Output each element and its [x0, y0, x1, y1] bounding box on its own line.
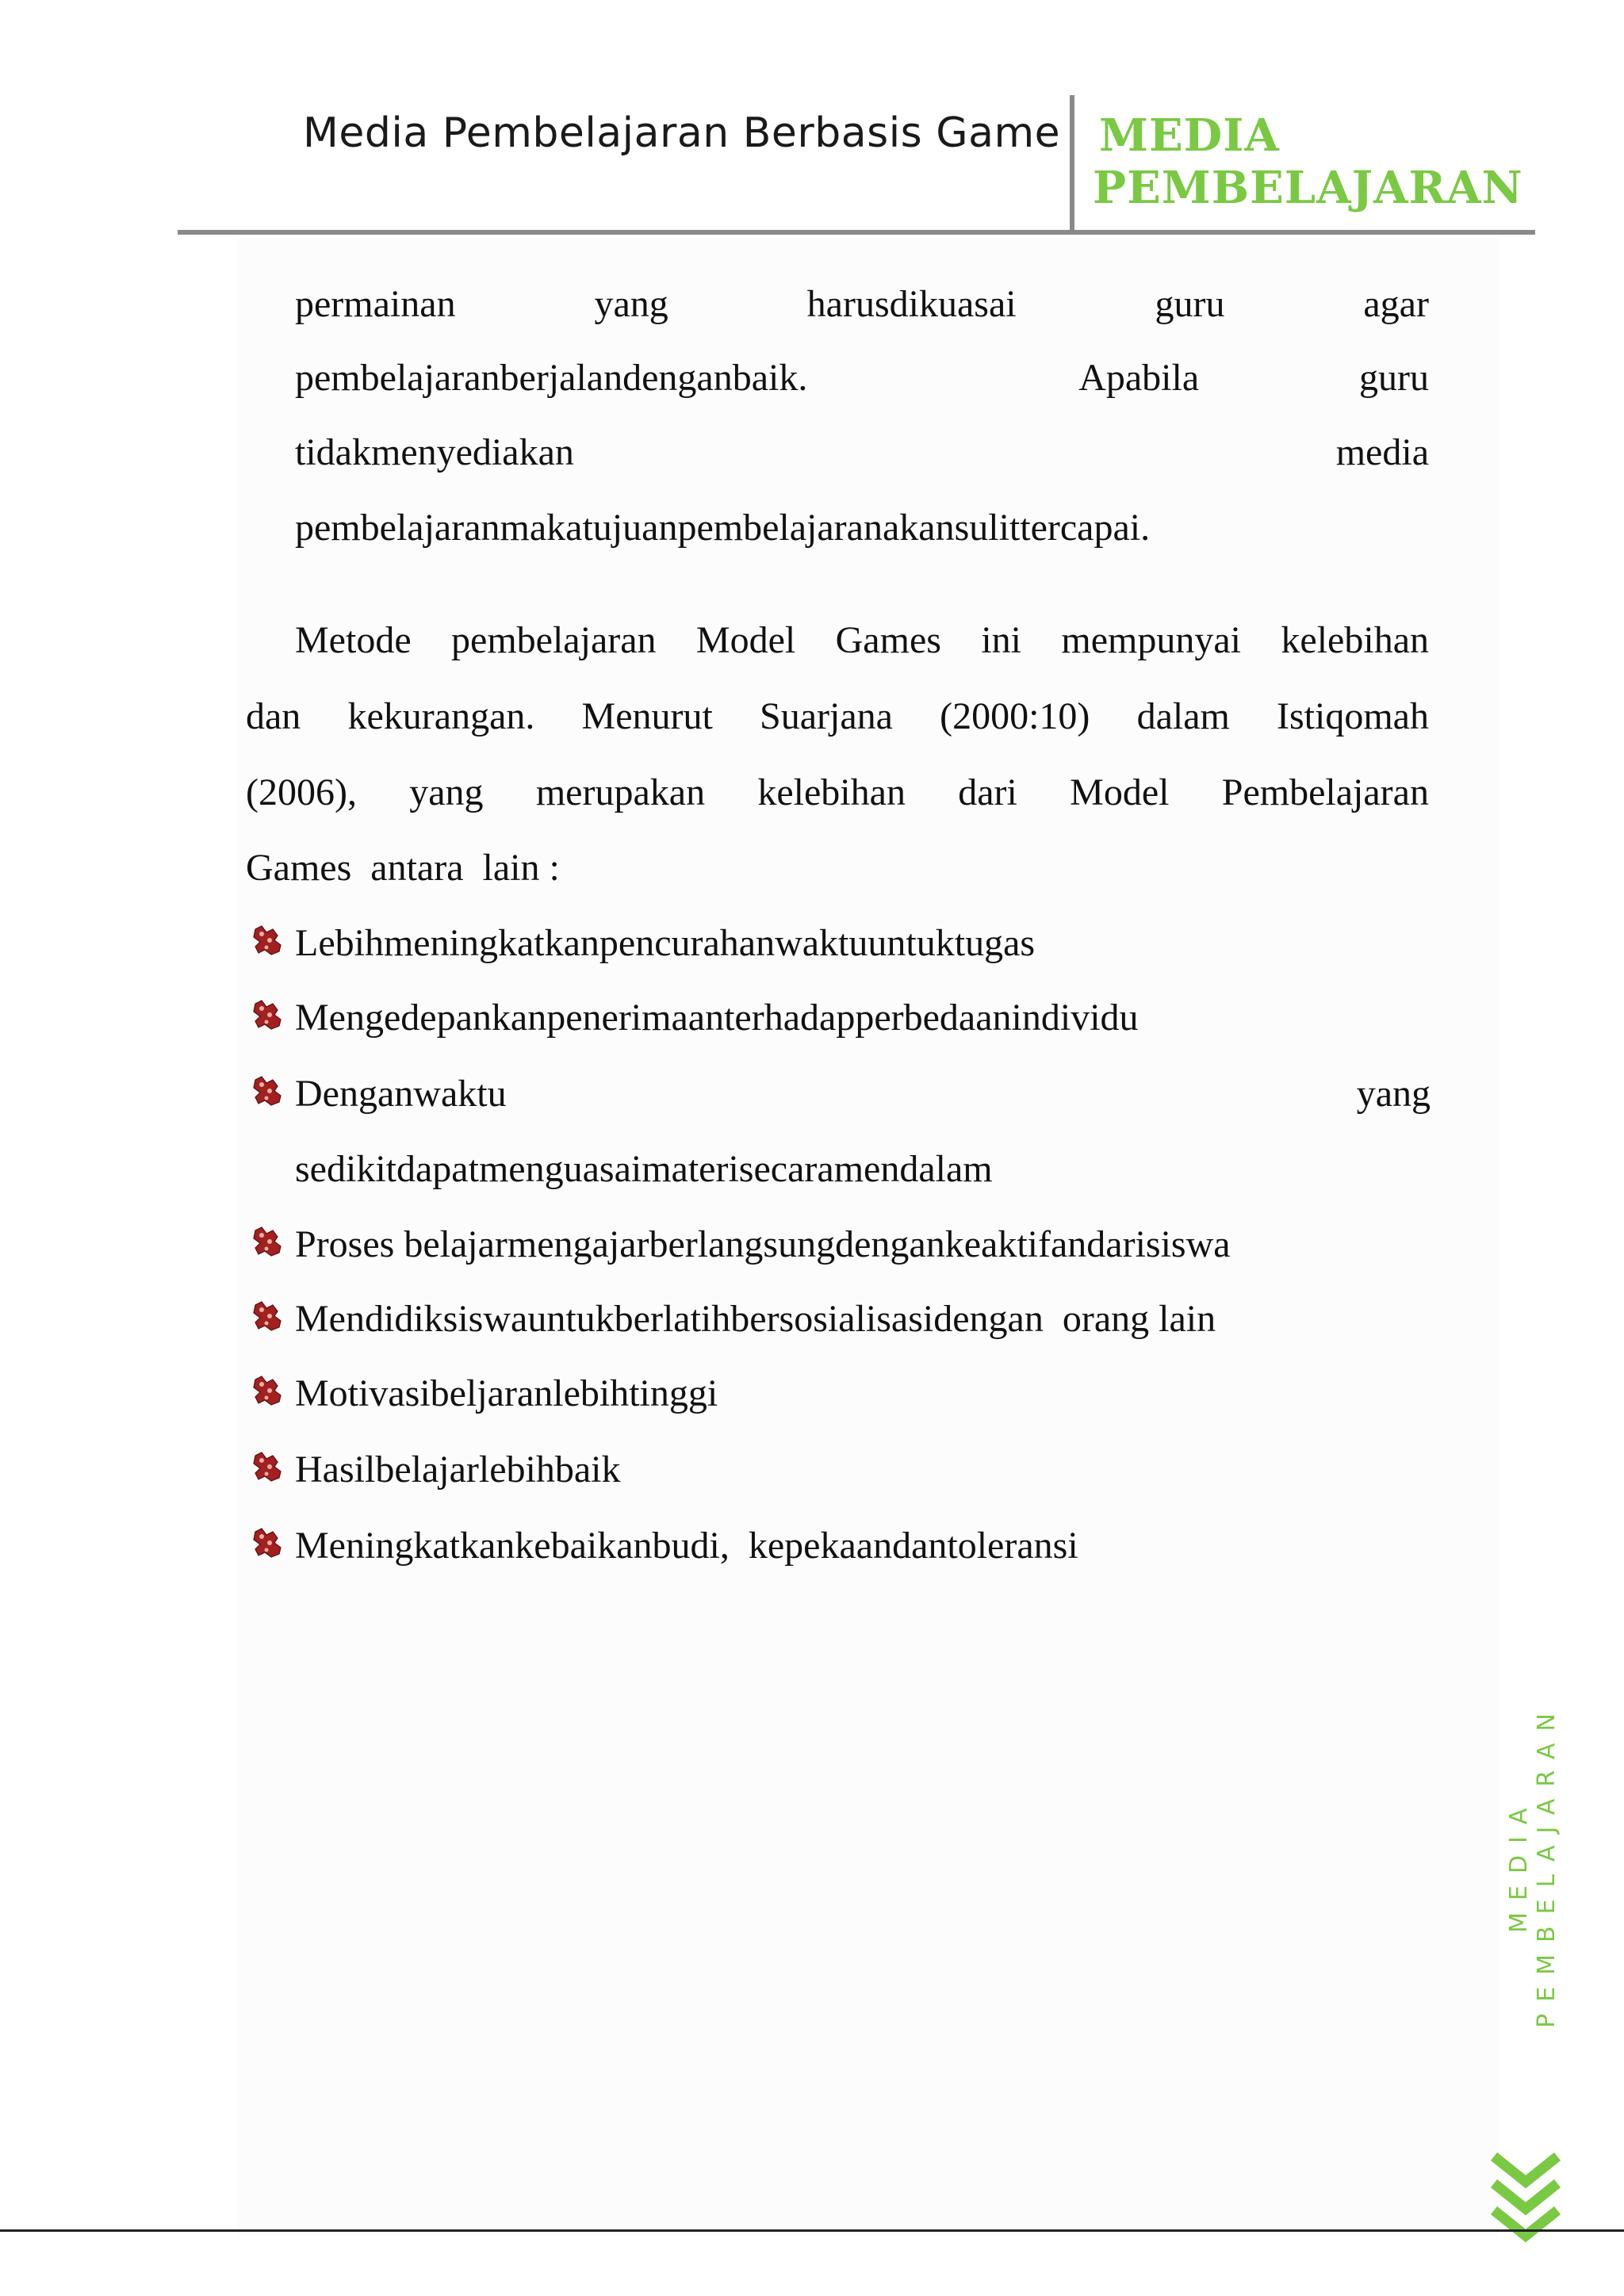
- word: kekurangan.: [347, 695, 535, 737]
- chevrons-down-icon: [1488, 2145, 1564, 2248]
- word: permainan: [295, 283, 456, 325]
- word: agar: [1363, 283, 1429, 325]
- word: yang: [1356, 1073, 1431, 1115]
- word: guru: [1359, 357, 1429, 399]
- word: pembelajaranberjalandenganbaik.: [295, 357, 808, 399]
- header-divider-vertical: [1070, 95, 1074, 232]
- list-item: [295, 1070, 1431, 1118]
- paragraph2-line3: [246, 769, 1429, 817]
- header-title: Media Pembelajaran Berbasis Game: [303, 109, 1061, 157]
- list-item: Hasilbelajarlebihbaik: [295, 1448, 621, 1490]
- word: Menurut: [581, 695, 713, 737]
- word: dari: [958, 771, 1017, 813]
- list-item-continuation: sedikitdapatmenguasaimaterisecaramendalam: [295, 1148, 993, 1190]
- word: yang: [594, 283, 668, 325]
- word: Model: [695, 619, 796, 661]
- paragraph1-line3: [295, 429, 1429, 476]
- word: (2000:10): [940, 695, 1090, 737]
- word: merupakan: [535, 771, 706, 813]
- paragraph1-line4: pembelajaranmakatujuanpembelajaranakansulittercapai.: [295, 507, 1151, 549]
- hand-pointer-icon: [251, 1224, 285, 1259]
- word: harusdikuasai: [806, 283, 1017, 325]
- list-item: Lebihmeningkatkanpencurahanwaktuuntuktugas: [295, 922, 1036, 964]
- hand-pointer-icon: [251, 997, 285, 1032]
- header-section-line2: PEMBELAJARAN: [1093, 162, 1523, 214]
- side-section-label: MEDIA PEMBELAJARAN: [1505, 1701, 1561, 2028]
- list-item: Motivasibeljaranlebihtinggi: [295, 1372, 718, 1414]
- word: kelebihan: [1281, 619, 1429, 661]
- header-section-line1: MEDIA: [1099, 109, 1280, 162]
- word: Istiqomah: [1277, 695, 1429, 737]
- word: dalam: [1136, 695, 1230, 737]
- hand-pointer-icon: [251, 1073, 285, 1108]
- header-divider-horizontal: [178, 230, 1535, 235]
- list-item: Proses belajarmengajarberlangsungdengankeaktifandarisiswa: [295, 1223, 1231, 1265]
- word: yang: [409, 771, 484, 813]
- word: Metode: [295, 619, 412, 661]
- list-item: Mengedepankanpenerimaanterhadapperbedaanindividu: [295, 997, 1139, 1039]
- word: (2006),: [246, 771, 357, 813]
- footer-divider: [0, 2229, 1624, 2232]
- word: media: [1335, 431, 1429, 473]
- list-item: Mendidiksiswauntukberlatihbersosialisasidengan orang lain: [295, 1298, 1216, 1340]
- hand-pointer-icon: [251, 1525, 285, 1560]
- word: pembelajaran: [451, 619, 657, 661]
- paragraph2-line1: [295, 617, 1429, 664]
- word: Pembelajaran: [1221, 771, 1429, 813]
- hand-pointer-icon: [251, 1449, 285, 1484]
- word: ini: [981, 619, 1021, 661]
- word: mempunyai: [1061, 619, 1242, 661]
- paragraph1-line1: [295, 281, 1429, 328]
- word: Model: [1070, 771, 1170, 813]
- paragraph2-line4: Games antara lain :: [246, 847, 560, 889]
- word: Suarjana: [760, 695, 893, 737]
- word: tidakmenyediakan: [295, 431, 574, 473]
- word: guru: [1155, 283, 1225, 325]
- paragraph1-line2: [295, 354, 1429, 402]
- word: dan: [246, 695, 301, 737]
- paragraph2-line2: [246, 693, 1429, 740]
- word: Denganwaktu: [295, 1073, 507, 1115]
- list-item: Meningkatkankebaikanbudi, kepekaandantoleransi: [295, 1525, 1078, 1567]
- word: Apabila: [1078, 357, 1200, 399]
- word: Games: [835, 619, 941, 661]
- header-section-label: [1093, 109, 1523, 214]
- hand-pointer-icon: [251, 1299, 285, 1334]
- hand-pointer-icon: [251, 1373, 285, 1408]
- hand-pointer-icon: [251, 923, 285, 958]
- word: kelebihan: [757, 771, 906, 813]
